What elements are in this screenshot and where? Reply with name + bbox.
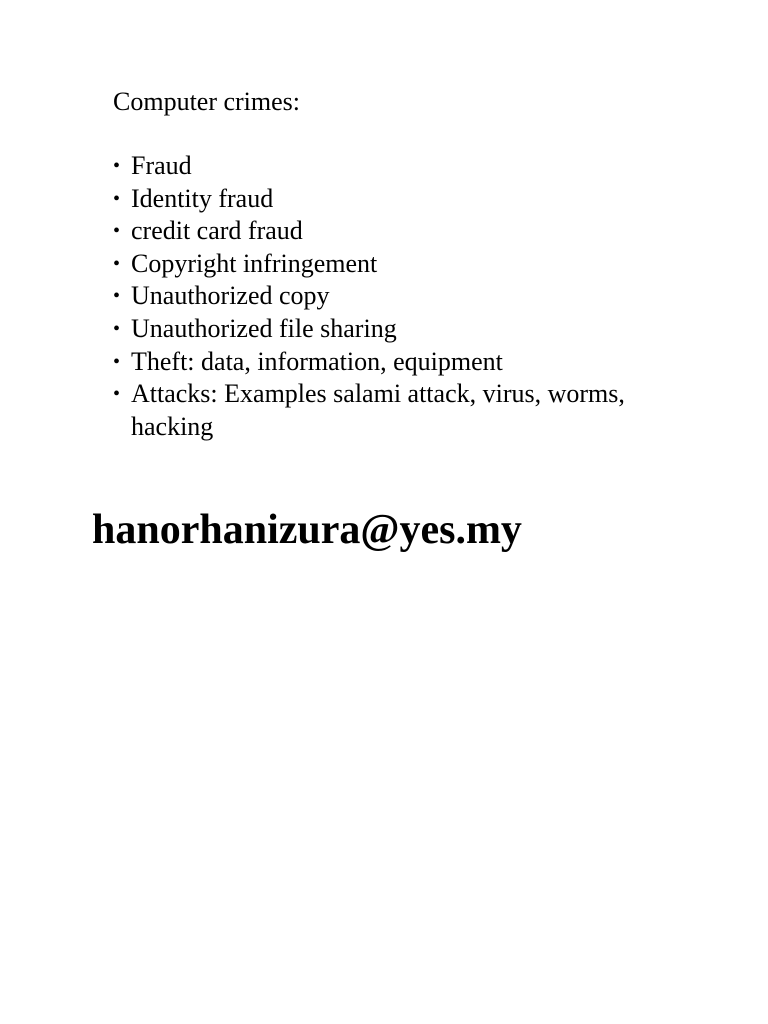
list-item-text: Unauthorized file sharing [131, 313, 397, 343]
bullet-icon: • [113, 187, 121, 210]
list-item-text: Theft: data, information, equipment [131, 346, 503, 376]
list-item [113, 313, 693, 346]
list-heading: Computer crimes: [113, 87, 301, 116]
bullet-icon: • [113, 220, 121, 243]
list-item [113, 183, 693, 216]
list-item-text: Identity fraud [131, 183, 274, 213]
list-item [113, 150, 693, 183]
bullet-icon: • [113, 350, 121, 373]
bullet-icon: • [113, 383, 121, 406]
list-item [113, 346, 693, 379]
list-item-text: Unauthorized copy [131, 281, 330, 311]
list-item-text: credit card fraud [131, 216, 303, 246]
bullet-icon: • [113, 252, 121, 275]
list-item-text: Fraud [131, 151, 192, 180]
list-item [113, 215, 693, 248]
bullet-icon: • [113, 317, 121, 340]
email-address: hanorhanizura@yes.my [92, 507, 522, 553]
bullet-icon: • [113, 155, 121, 177]
bullet-icon: • [113, 285, 121, 308]
list-item-text: Copyright infringement [131, 248, 378, 278]
list-item [113, 280, 693, 313]
list-item-text: Attacks: Examples salami attack, virus, worms, hacking [131, 379, 625, 441]
list-item [113, 378, 693, 443]
crimes-list [113, 150, 693, 443]
list-item [113, 248, 693, 281]
